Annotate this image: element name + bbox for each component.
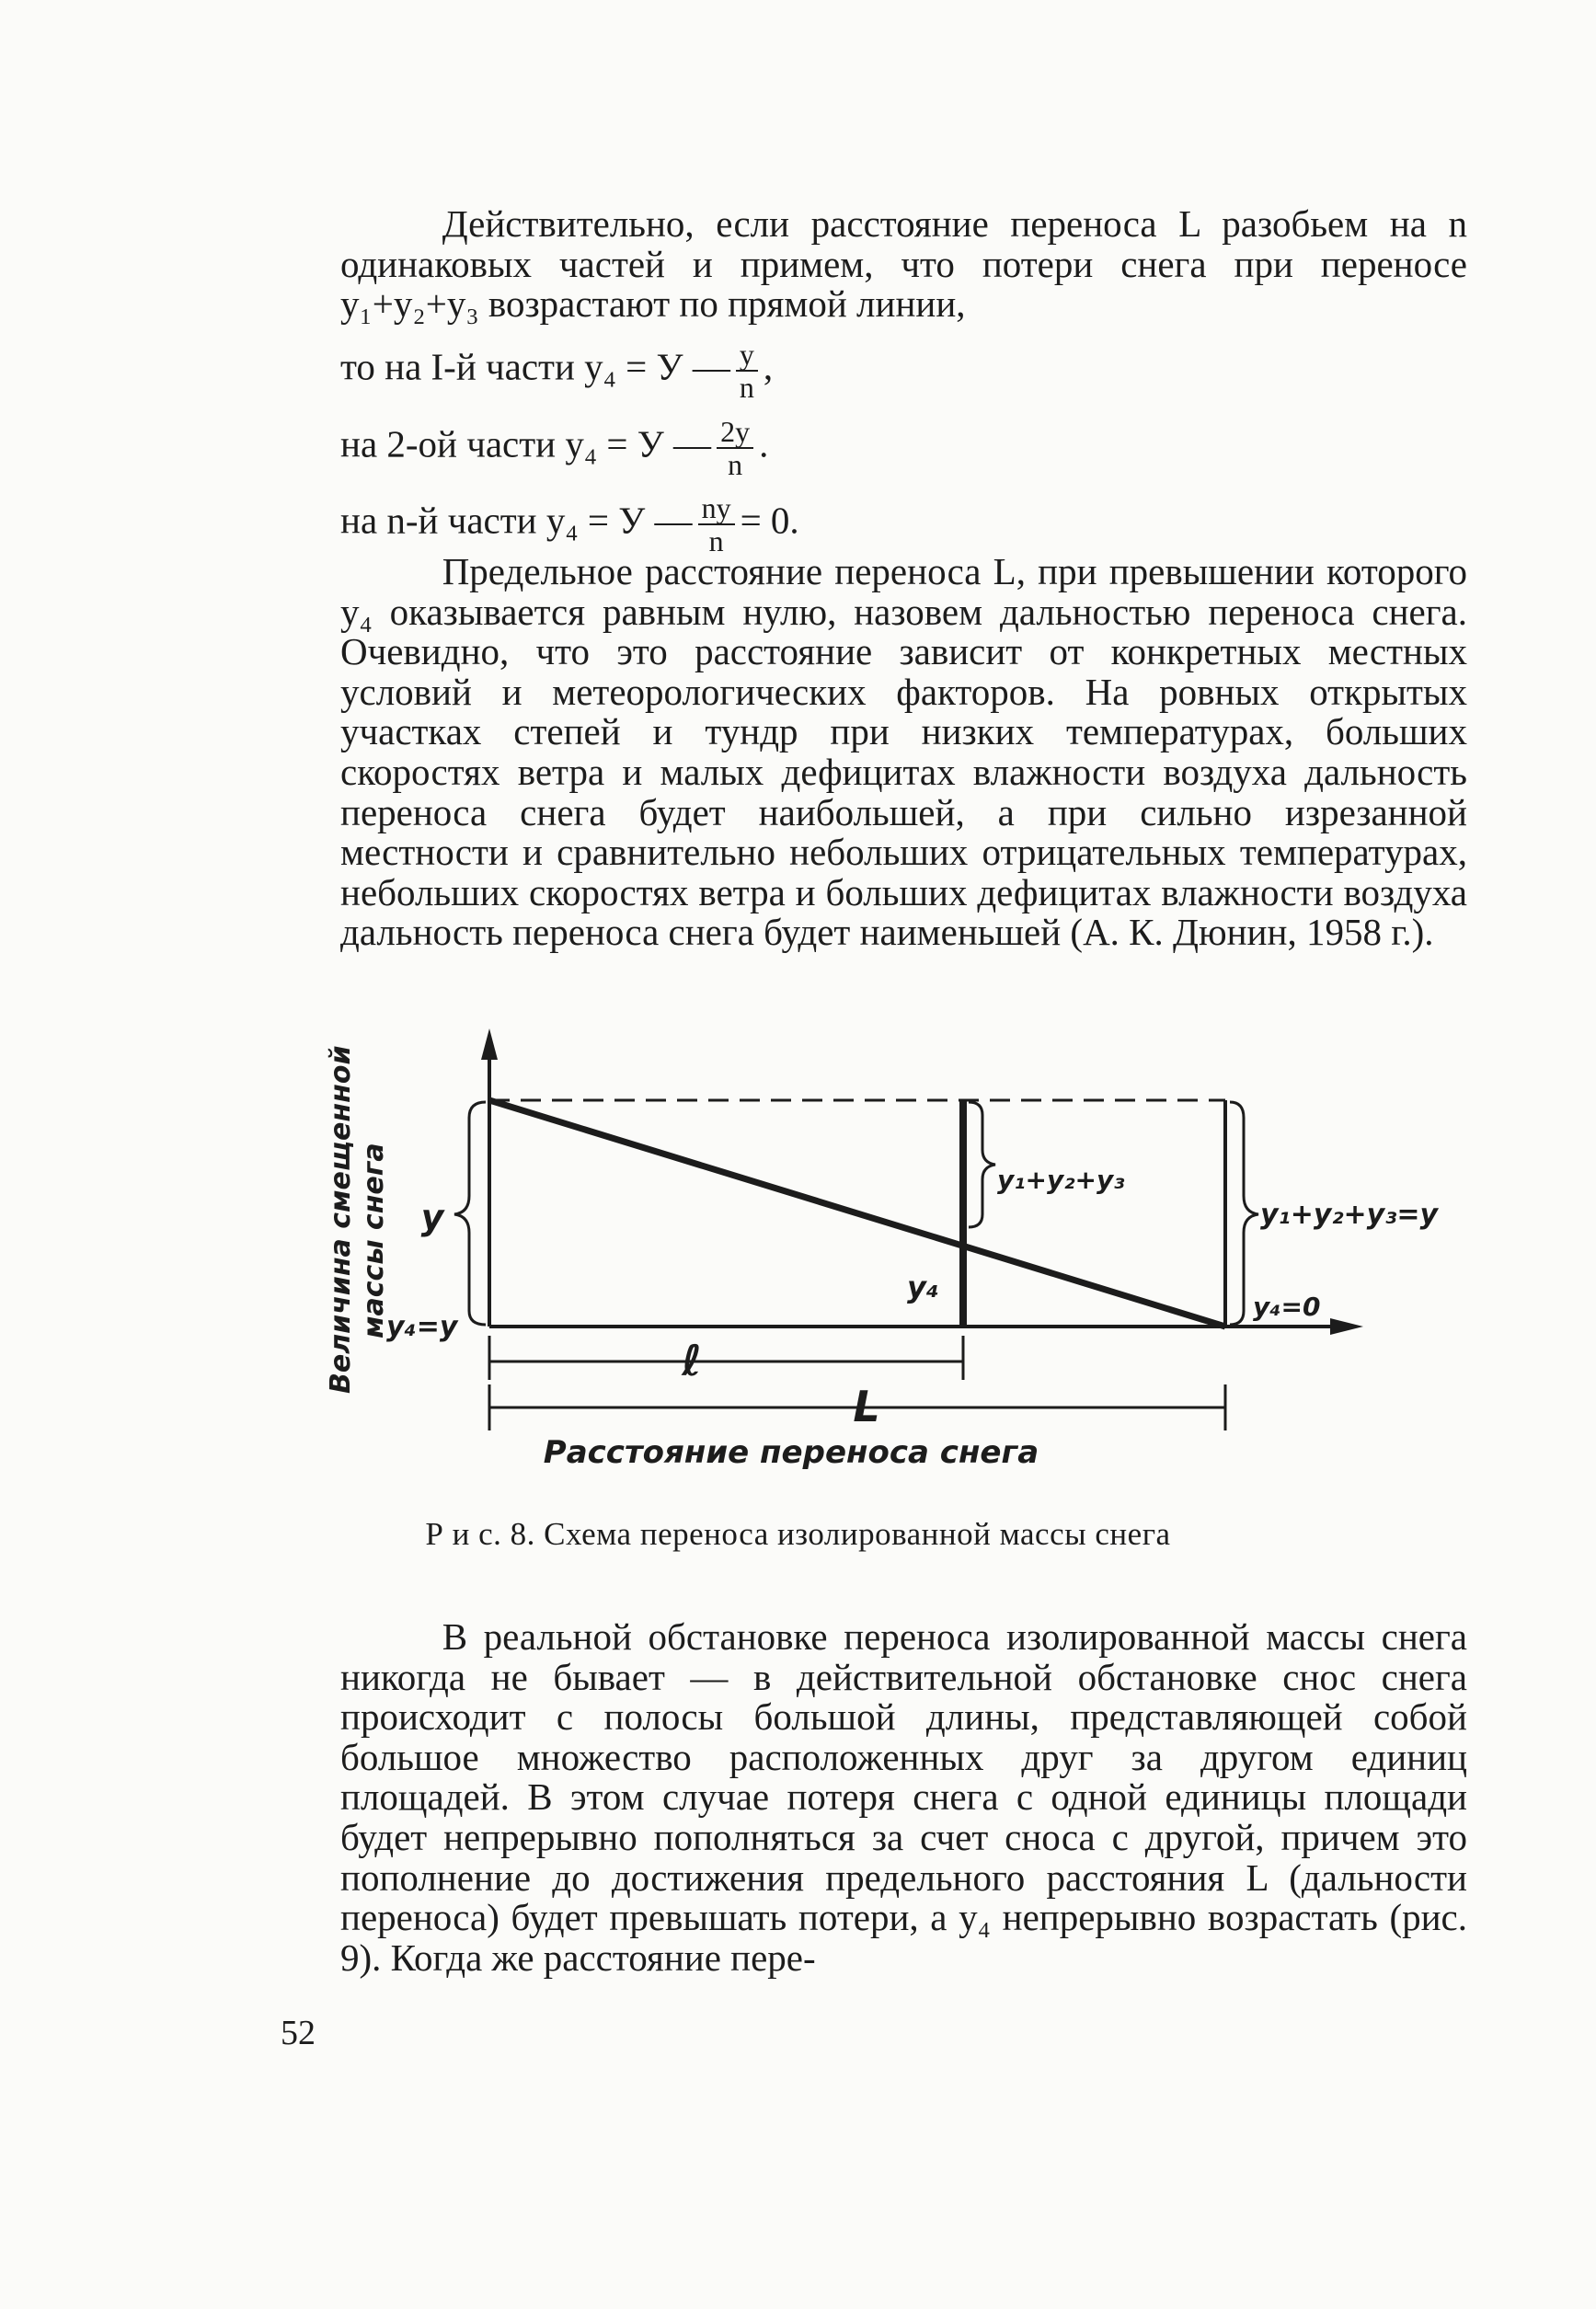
figure-caption: Р и с. 8. Схема переноса изолированной массы снега xyxy=(425,1516,1171,1552)
y-axis-label xyxy=(325,1046,390,1395)
brace-middle xyxy=(969,1102,995,1227)
page-number: 52 xyxy=(281,2014,316,2052)
fraction-numerator: 2у xyxy=(717,416,753,449)
paragraph-1: Действительно, если расстояние переноса L разобьем на n одинаковых частей и примем, что потери снега при переносе у₁+у₂+у₃ возрастают по прямой линии, xyxy=(340,202,1467,326)
equation-prefix: на n-й части у₄ = У — xyxy=(340,499,693,542)
fraction-numerator: у xyxy=(736,339,758,372)
y-axis-label-line2: массы снега xyxy=(358,1143,390,1338)
label-L: L xyxy=(853,1382,880,1431)
fraction-numerator: nу xyxy=(698,492,735,525)
x-axis-arrow xyxy=(1330,1318,1363,1335)
paragraph-2: Предельное расстояние переноса L, при превышении которого у₄ оказывается равным нулю, назовем дальностью переноса снега. Очевидно, что это расстояние зависит от конкретных местных условий и метеорологических факторов. На ровных открытых участках степей и тундр при низких температурах, больших скоростях ветра и малых дефицитах влажности воздуха дальность переноса снега будет наибольшей, а при сильно изрезанной местности и сравнительно небольших отрицательных температурах, небольших скоростях ветра и больших дефицитах влажности воздуха дальность переноса снега будет наименьшей (А. К. Дюнин, 1958 г.). xyxy=(340,550,1467,954)
equation-prefix: на 2-ой части у₄ = У — xyxy=(340,422,712,465)
equation-prefix: то на I-й части у₄ = У — xyxy=(340,345,730,388)
fraction-denominator: n xyxy=(739,371,754,404)
paragraph-3: В реальной обстановке переноса изолированной массы снега никогда не бывает — в действительной обстановке снос снега происходит с полосы большой длины, представляющей собой большое множество расположенных друг за другом единиц площадей. В этом случае потеря снега с одной единицы площади будет непрерывно пополняться за счет сноса с другой, причем это пополнение до достижения предельного расстояния L (дальности переноса) будет превышать потери, а у₄ непрерывно возрастать (рис. 9). Когда же расстояние пере- xyxy=(340,1615,1467,1979)
label-l: ℓ xyxy=(682,1336,702,1385)
brace-left xyxy=(454,1102,486,1325)
equation-suffix: = 0. xyxy=(740,499,799,542)
label-y4: у₄ xyxy=(907,1269,939,1304)
y-axis-label-line1: Величина смещенной xyxy=(325,1045,357,1394)
label-sum-right: у₁+у₂+у₃=у xyxy=(1260,1199,1439,1231)
label-y4-eq-y: у₄=у xyxy=(386,1311,458,1343)
data-line xyxy=(489,1100,1225,1327)
y-axis-arrow xyxy=(481,1028,498,1060)
equation-suffix: , xyxy=(763,345,774,388)
label-sum-middle: у₁+у₂+у₃ xyxy=(997,1165,1125,1195)
x-axis-label: Расстояние переноса снега xyxy=(543,1434,1039,1471)
fraction-denominator: n xyxy=(708,524,724,557)
fraction-denominator: n xyxy=(728,448,743,481)
label-y: у xyxy=(420,1197,444,1237)
label-y4-zero: у₄=0 xyxy=(1253,1292,1321,1322)
equation-suffix: . xyxy=(759,422,769,465)
